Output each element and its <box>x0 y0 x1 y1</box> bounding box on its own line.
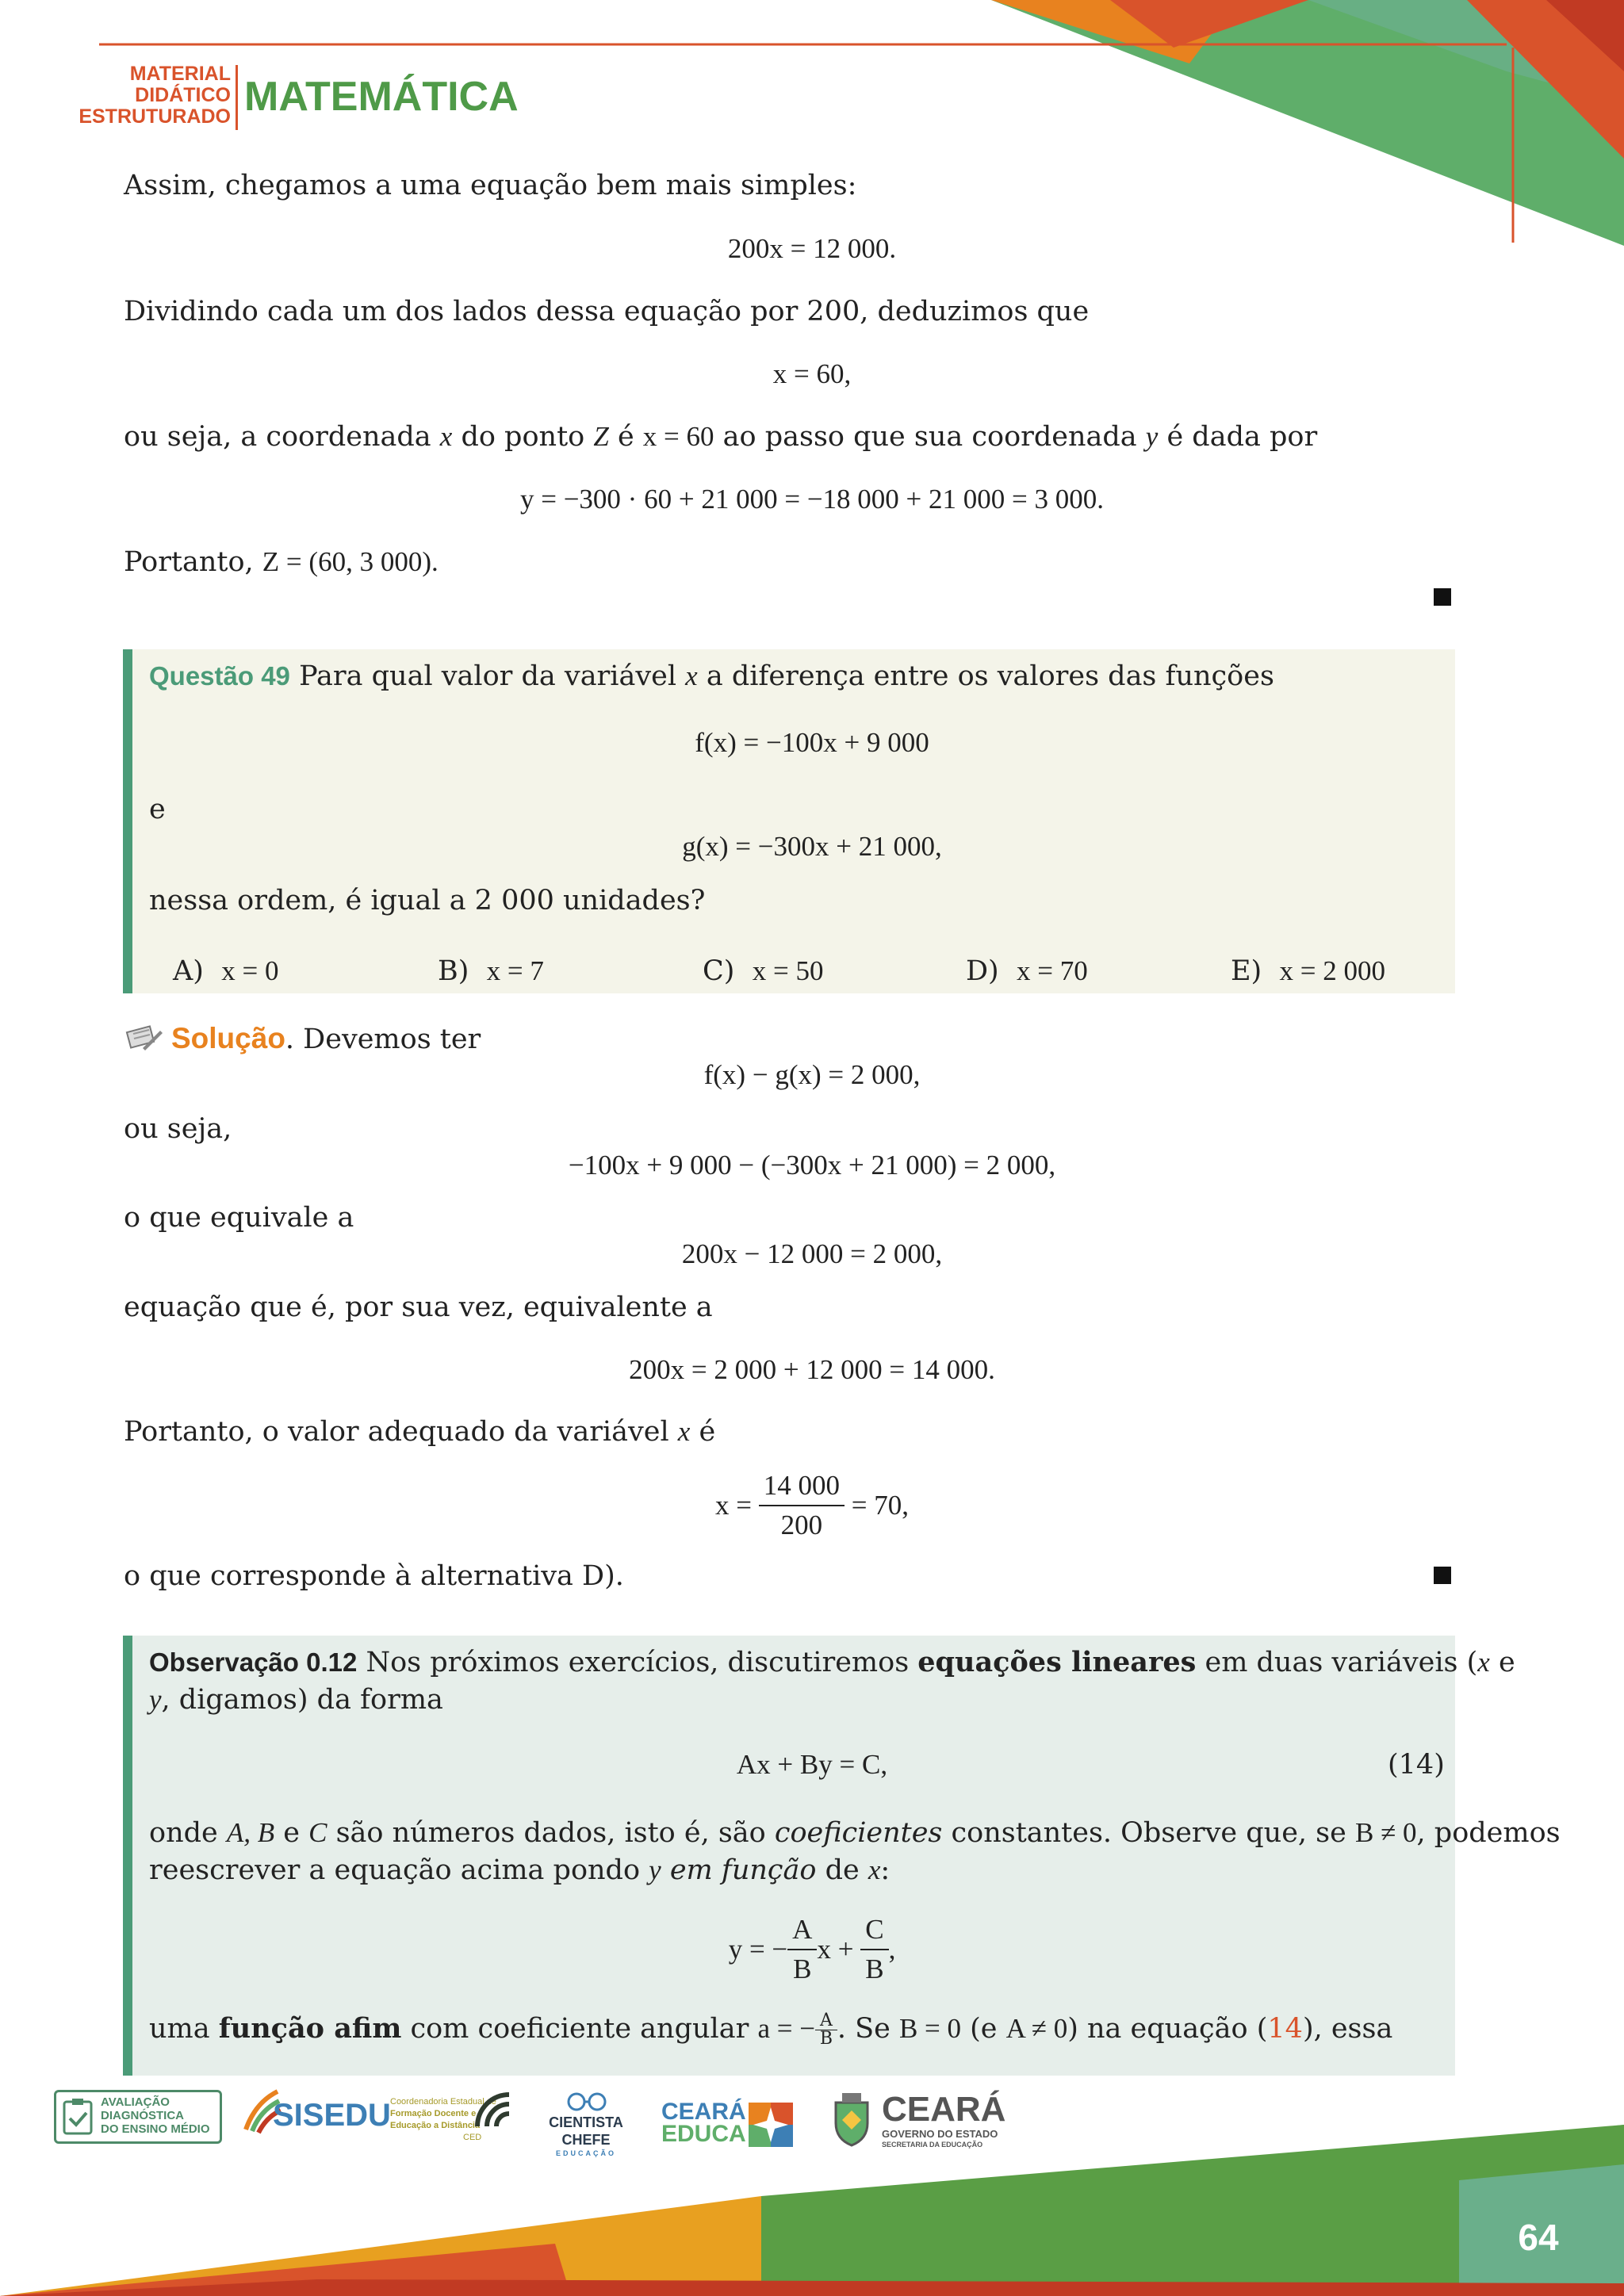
solution-text-2: o que equivale a <box>124 1202 354 1234</box>
observation-line-4: reescrever a equação acima pondo y em função de x: <box>149 1854 891 1886</box>
solution-equation-5: x = $\frac{14 000}{200}$ = 70, <box>0 1467 1624 1544</box>
page-number: 64 <box>1518 2217 1559 2258</box>
intro-paragraph-3: ou seja, a coordenada x do ponto Z é x = 60 ao passo que sua coordenada y é dada por <box>124 421 1318 453</box>
solution-text-5: o que corresponde à alternativa D). <box>124 1560 624 1592</box>
brand-divider <box>236 65 238 130</box>
question-conjunction: e <box>149 794 166 825</box>
solution-equation-3: 200x − 12 000 = 2 000, <box>681 1238 943 1269</box>
intro-equation-1: 200x = 12 000. <box>727 233 897 264</box>
intro-paragraph-1: Assim, chegamos a uma equação bem mais simples: <box>124 170 857 201</box>
intro-paragraph-2: Dividindo cada um dos lados dessa equação por 200, deduzimos que <box>124 296 1090 327</box>
option-d[interactable]: D) x = 70 <box>966 955 1088 987</box>
logo-ced: Coordenadoria Estadual de Formação Docente e Educação a Distância CED <box>390 2090 517 2147</box>
observation-line-5: uma função afim com coeficiente angular a = − $\frac{A}{B}$ . Se B = 0 (e A ≠ 0) na equação (14), essa <box>149 2011 1393 2049</box>
intro-equation-2: x = 60, <box>772 358 852 389</box>
solution-equation-4: 200x = 2 000 + 12 000 = 14 000. <box>629 1354 995 1385</box>
logo-avaliacao-diagnostica: AVALIAÇÃO DIAGNÓSTICA DO ENSINO MÉDIO <box>54 2090 222 2144</box>
question-statement-2: nessa ordem, é igual a 2 000 unidades? <box>149 885 706 916</box>
observation-box-bar <box>123 1636 132 2076</box>
subject-title: MATEMÁTICA <box>244 74 519 120</box>
solution-label: Solução <box>171 1022 285 1054</box>
logo-sisedu: SISEDU <box>239 2085 382 2145</box>
option-c[interactable]: C) x = 50 <box>703 955 824 987</box>
question-box-bar <box>123 649 132 993</box>
question-statement: Questão 49 Para qual valor da variável x a diferença entre os valores das funções <box>149 660 1274 692</box>
brand-line-1: MATERIAL <box>129 63 231 85</box>
option-a[interactable]: A) x = 0 <box>173 955 279 987</box>
logo-governo-ceara: CEARÁ GOVERNO DO ESTADO SECRETARIA DA EDUCAÇÃO <box>828 2090 1018 2152</box>
question-label: Questão 49 <box>149 661 290 691</box>
question-equation-f: f(x) = −100x + 9 000 <box>695 727 929 758</box>
option-e[interactable]: E) x = 2 000 <box>1231 955 1385 987</box>
qed-mark-2 <box>1434 1567 1451 1584</box>
observation-label: Observação 0.12 <box>149 1647 358 1677</box>
solution-text-3: equação que é, por sua vez, equivalente a <box>124 1292 713 1323</box>
observation-line-2: y, digamos) da forma <box>149 1684 443 1716</box>
intro-equation-3: y = −300 · 60 + 21 000 = −18 000 + 21 000 = 3 000. <box>519 484 1105 515</box>
header-decoration <box>0 0 1624 254</box>
solution-text-1: ou seja, <box>124 1113 232 1145</box>
observation-equation-1: Ax + By = C, <box>736 1749 888 1780</box>
solution-equation-1: f(x) − g(x) = 2 000, <box>703 1059 921 1090</box>
brand-line-2: DIDÁTICO <box>135 84 231 106</box>
question-equation-g: g(x) = −300x + 21 000, <box>682 831 942 862</box>
footer-decoration <box>0 2093 1624 2296</box>
brand-logo <box>68 63 231 128</box>
qed-mark-1 <box>1434 588 1451 606</box>
pencil-icon <box>125 1020 163 1053</box>
observation-line-3: onde A, B e C são números dados, isto é, são coeficientes constantes. Observe que, se B ≠ 0, podemos <box>149 1817 1561 1849</box>
solution-header: Solução. Devemos ter <box>171 1022 481 1055</box>
intro-paragraph-4: Portanto, Z = (60, 3 000). <box>124 546 439 578</box>
question-box <box>123 649 1455 993</box>
logo-ceara-educa: CEARÁ EDUCA <box>661 2101 804 2149</box>
logo-cientista-chefe: CIENTISTA CHEFE EDUCAÇÃO <box>527 2091 645 2145</box>
observation-line-1: Observação 0.12 Nos próximos exercícios, discutiremos equações lineares em duas variáveis (x e <box>149 1646 1515 1678</box>
observation-equation-2: y = − $\frac{A}{B}$ x + $\frac{C}{B}$ , <box>0 1911 1624 1988</box>
solution-text-4: Portanto, o valor adequado da variável x é <box>124 1416 716 1448</box>
observation-equation-number: (14) <box>1388 1749 1445 1781</box>
brand-line-3: ESTRUTURADO <box>79 105 231 128</box>
solution-equation-2: −100x + 9 000 − (−300x + 21 000) = 2 000, <box>568 1150 1056 1181</box>
option-b[interactable]: B) x = 7 <box>438 955 544 987</box>
